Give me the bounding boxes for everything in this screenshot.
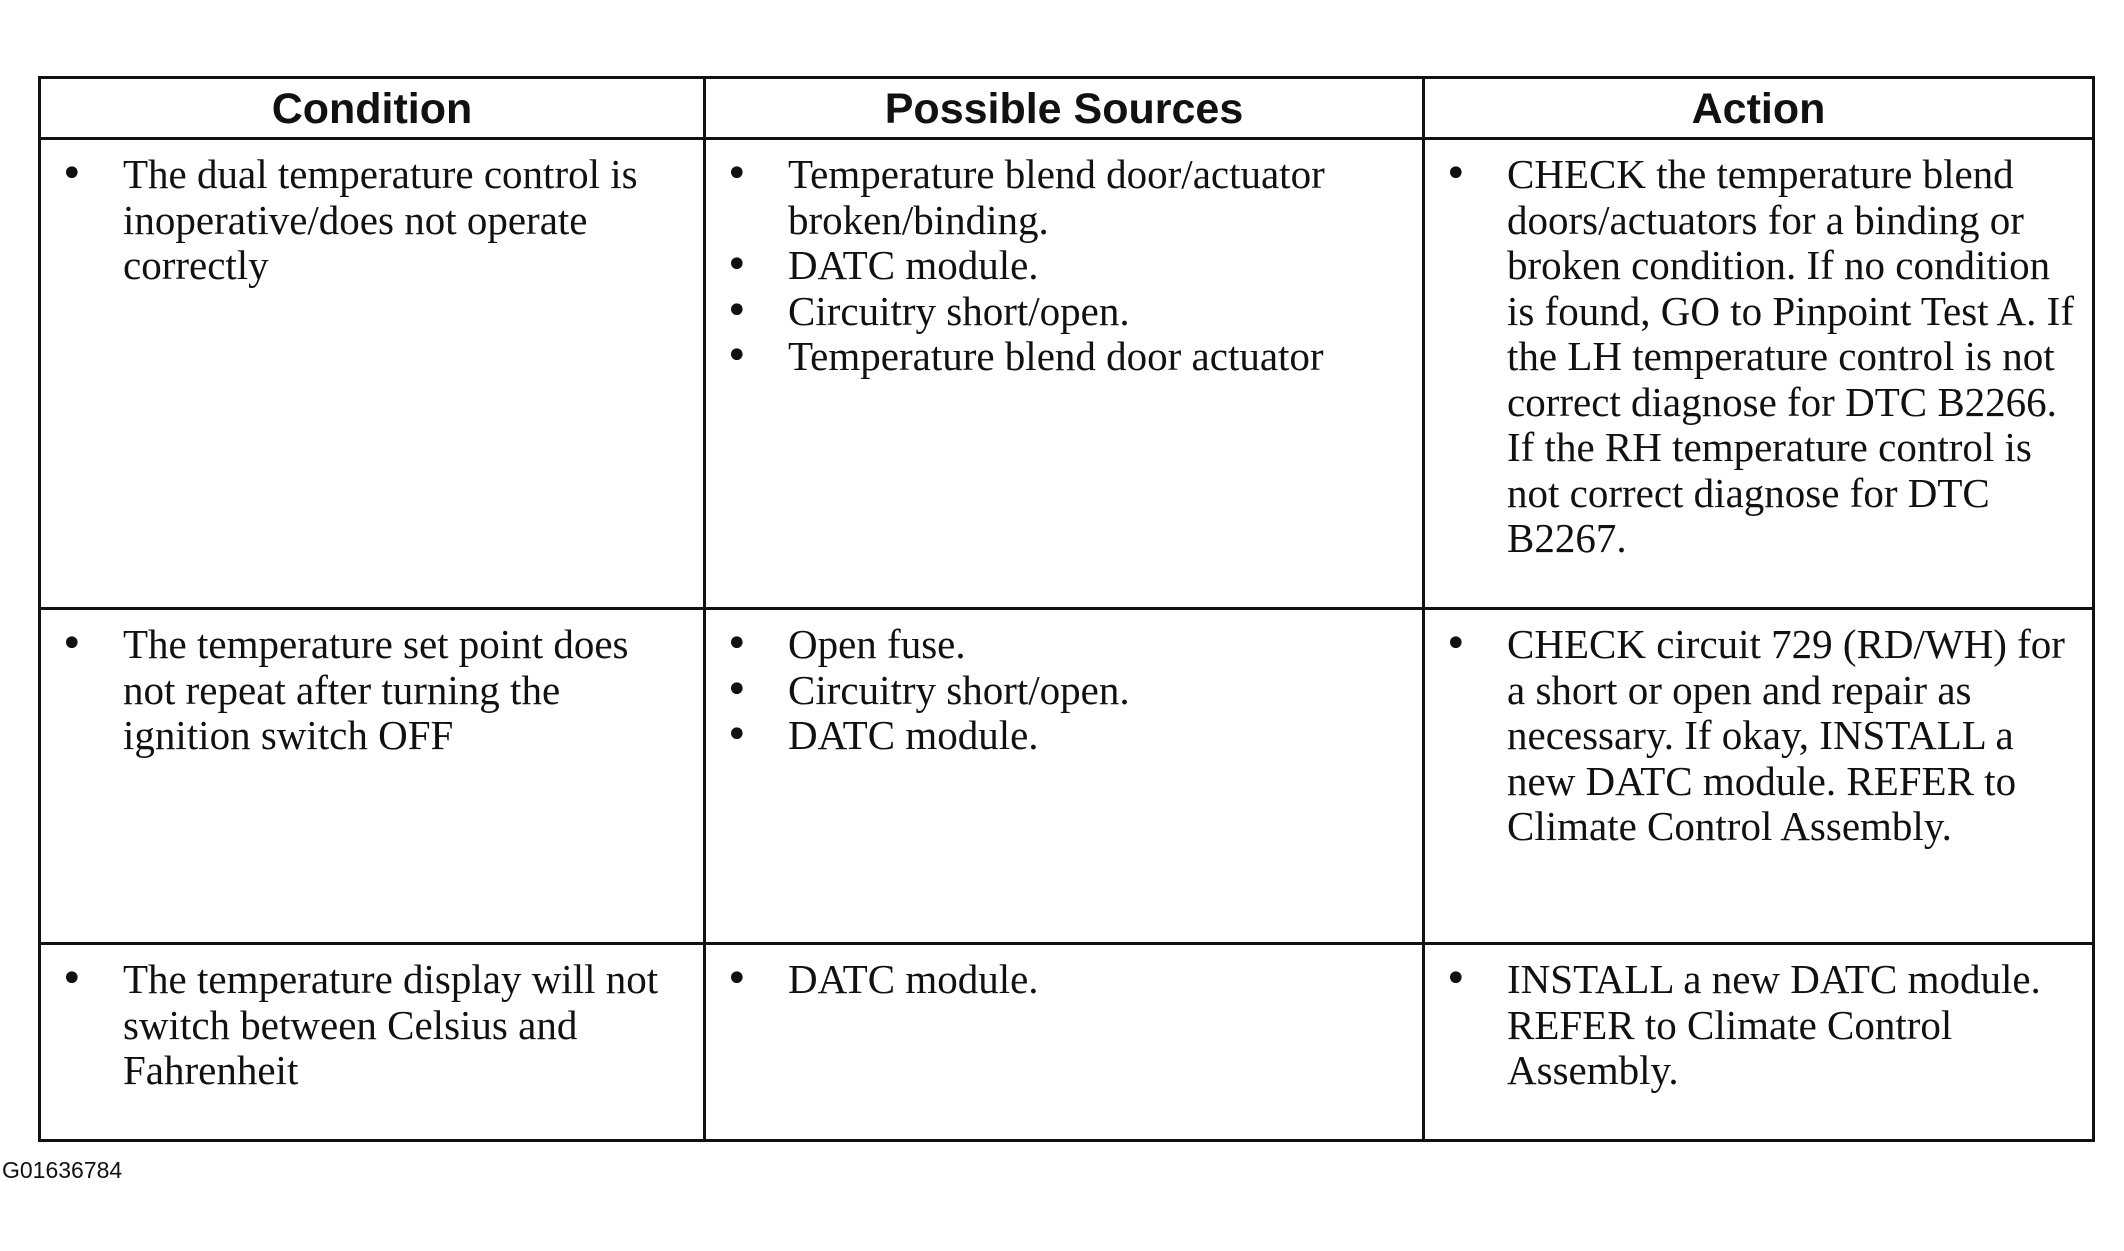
bullet-icon: •: [725, 287, 749, 334]
condition-text: The temperature display will not switch between Celsius and Fahrenheit: [123, 956, 659, 1093]
sources-list: [706, 945, 1422, 1003]
list-item: [1425, 152, 2078, 562]
source-text: Circuitry short/open.: [788, 287, 1130, 334]
condition-list: [41, 140, 703, 289]
source-text: Temperature blend door/actuator broken/binding.: [788, 151, 1325, 243]
list-item: [706, 289, 1408, 335]
action-text: CHECK the temperature blend doors/actuators for a binding or broken condition. If no condition is found, GO to Pinpoint Test A. If the LH temperature control is not correct diagnose for DTC B2266. If the RH temperature control is not correct diagnose for DTC B2267.: [1507, 151, 2074, 561]
header-condition: Condition: [40, 78, 705, 139]
source-text: DATC module.: [788, 242, 1039, 288]
action-cell: [1424, 609, 2094, 944]
bullet-icon: •: [60, 956, 84, 1002]
action-text: INSTALL a new DATC module. REFER to Climate Control Assembly.: [1507, 956, 2041, 1093]
condition-text: The dual temperature control is inoperative/does not operate correctly: [123, 151, 638, 288]
table-row: [40, 944, 2094, 1141]
list-item: [1425, 622, 2078, 850]
sources-list: [706, 610, 1422, 759]
source-text: Temperature blend door actuator: [788, 333, 1324, 379]
action-cell: [1424, 944, 2094, 1141]
bullet-icon: •: [725, 333, 749, 379]
bullet-icon: •: [1444, 621, 1468, 667]
bullet-icon: •: [725, 151, 749, 197]
bullet-icon: •: [725, 666, 749, 713]
list-item: [706, 713, 1408, 759]
condition-cell: [40, 944, 705, 1141]
header-action: Action: [1424, 78, 2094, 139]
figure-id-caption: G01636784: [2, 1157, 123, 1183]
condition-cell: [40, 139, 705, 609]
condition-list: [41, 610, 703, 759]
source-text: Open fuse.: [788, 621, 966, 667]
condition-text: The temperature set point does not repeat after turning the ignition switch OFF: [123, 621, 629, 758]
bullet-icon: •: [60, 621, 84, 667]
list-item: [706, 334, 1408, 380]
action-list: [1425, 140, 2092, 562]
list-item: [706, 957, 1408, 1003]
sources-cell: [705, 609, 1424, 944]
bullet-icon: •: [725, 242, 749, 288]
table-row: [40, 139, 2094, 609]
header-row: [40, 78, 2094, 139]
list-item: [706, 668, 1408, 714]
action-list: [1425, 945, 2092, 1094]
header-possible-sources: Possible Sources: [705, 78, 1424, 139]
diagnosis-table: [38, 76, 2095, 1142]
list-item: [41, 957, 689, 1094]
bullet-icon: •: [725, 621, 749, 667]
list-item: [706, 152, 1408, 243]
bullet-icon: •: [725, 956, 749, 1002]
bullet-icon: •: [1444, 151, 1468, 197]
list-item: [706, 622, 1408, 668]
action-text: CHECK circuit 729 (RD/WH) for a short or open and repair as necessary. If okay, INSTALL a new DATC module. REFER to Climate Control Assembly.: [1507, 621, 2065, 849]
list-item: [41, 152, 689, 289]
sources-cell: [705, 139, 1424, 609]
action-cell: [1424, 139, 2094, 609]
bullet-icon: •: [1444, 956, 1468, 1002]
source-text: Circuitry short/open.: [788, 666, 1130, 713]
list-item: [41, 622, 689, 759]
bullet-icon: •: [725, 712, 749, 758]
list-item: [1425, 957, 2078, 1094]
source-text: DATC module.: [788, 956, 1039, 1002]
bullet-icon: •: [60, 151, 84, 197]
sources-cell: [705, 944, 1424, 1141]
condition-cell: [40, 609, 705, 944]
list-item: [706, 243, 1408, 289]
action-list: [1425, 610, 2092, 850]
sources-list: [706, 140, 1422, 380]
source-text: DATC module.: [788, 712, 1039, 758]
condition-list: [41, 945, 703, 1094]
table-row: [40, 609, 2094, 944]
